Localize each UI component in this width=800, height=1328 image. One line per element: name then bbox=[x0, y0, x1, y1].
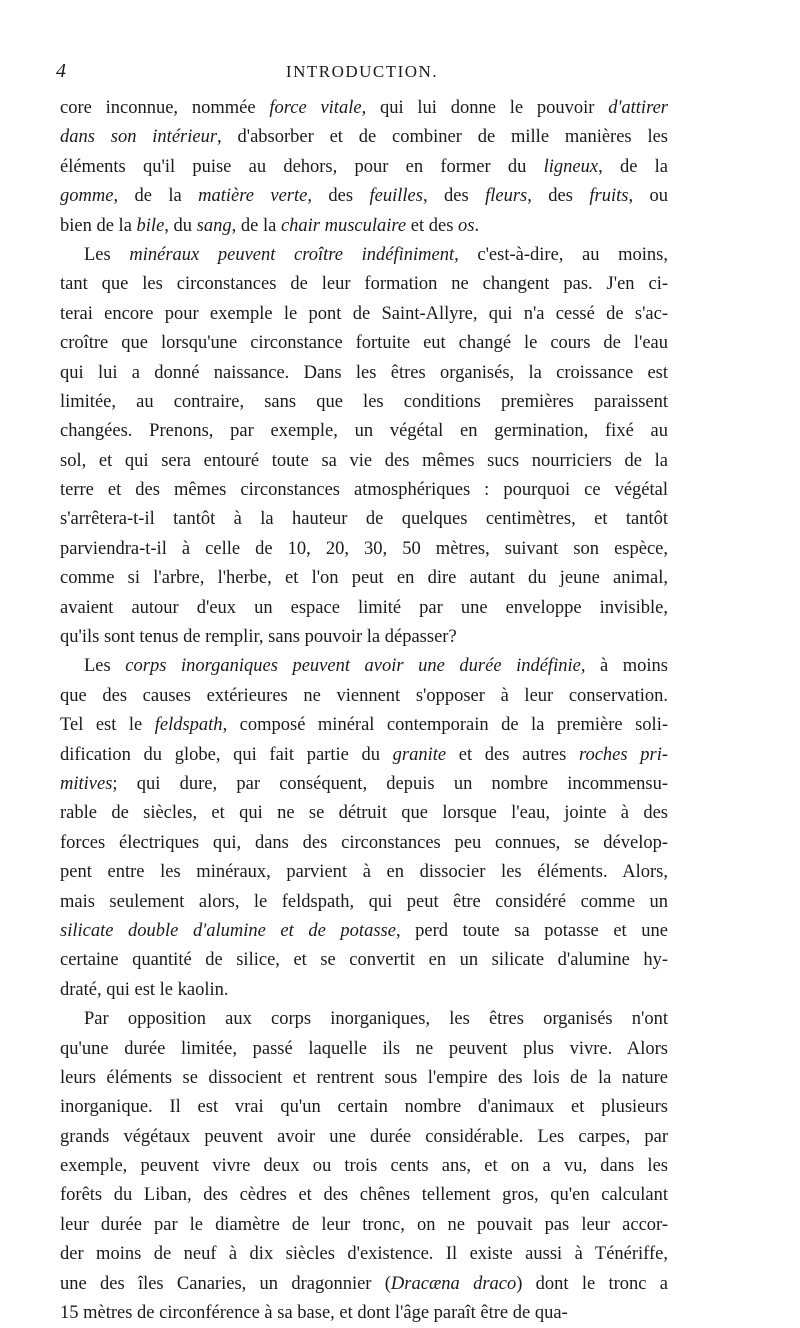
italic-text-run: corps inorganiques peuvent avoir une durée indéfinie bbox=[125, 656, 581, 677]
text-line bbox=[60, 888, 668, 917]
text-run: inorganique. Il est vrai qu'un certain nombre d'animaux et plusieurs bbox=[60, 1097, 668, 1118]
italic-text-run: minéraux peuvent croître indéfiniment bbox=[129, 244, 455, 265]
text-line bbox=[60, 388, 668, 417]
text-run: . bbox=[474, 215, 480, 236]
text-line bbox=[60, 858, 668, 887]
text-line bbox=[60, 741, 668, 770]
text-run: terai encore pour exemple le pont de Saint-Allyre, qui n'a cessé de s'ac- bbox=[60, 303, 668, 324]
text-line bbox=[60, 241, 668, 270]
text-line bbox=[60, 94, 668, 123]
text-line bbox=[60, 505, 668, 534]
page-number: 4 bbox=[56, 60, 66, 82]
italic-text-run: silicate double d'alumine et de potasse bbox=[60, 920, 396, 941]
text-line bbox=[60, 1123, 668, 1152]
text-line bbox=[60, 799, 668, 828]
text-line bbox=[60, 447, 668, 476]
text-run: ) dont le tronc a bbox=[516, 1273, 668, 1294]
text-run: , de la bbox=[113, 186, 199, 207]
text-run: terre et des mêmes circonstances atmosphériques : pourquoi ce végétal bbox=[60, 480, 668, 501]
text-line bbox=[60, 652, 668, 681]
text-run: pent entre les minéraux, parvient à en dissocier les éléments. Alors, bbox=[60, 862, 668, 883]
text-run: Par opposition aux corps inorganiques, les êtres organisés n'ont bbox=[84, 1009, 668, 1030]
italic-text-run: dans son intérieur bbox=[60, 127, 218, 148]
text-run: , d'absorber et de combiner de mille manières les bbox=[217, 127, 668, 148]
italic-text-run: os bbox=[458, 215, 475, 236]
italic-text-run: ligneux bbox=[543, 156, 599, 177]
italic-text-run: gomme bbox=[60, 186, 114, 207]
text-run: rable de siècles, et qui ne se détruit que lorsque l'eau, jointe à des bbox=[60, 803, 668, 824]
text-run: comme si l'arbre, l'herbe, et l'on peut en dire autant du jeune animal, bbox=[60, 568, 668, 589]
text-run: Les bbox=[84, 244, 130, 265]
text-run: ; qui dure, par conséquent, depuis un nombre incommensu- bbox=[112, 773, 668, 794]
text-run: der moins de neuf à dix siècles d'existence. Il existe aussi à Ténériffe, bbox=[60, 1244, 668, 1265]
text-run: croître que lorsqu'une circonstance fortuite eut changé le cours de l'eau bbox=[60, 333, 668, 354]
italic-text-run: bile bbox=[136, 215, 165, 236]
text-line bbox=[60, 1240, 668, 1269]
text-line bbox=[60, 711, 668, 740]
text-run: Les bbox=[84, 656, 126, 677]
text-run: et des autres bbox=[446, 744, 579, 765]
text-line bbox=[60, 594, 668, 623]
text-run: , des bbox=[527, 186, 590, 207]
text-run: avaient autour d'eux un espace limité par une enveloppe invisible, bbox=[60, 597, 668, 618]
text-run: , à moins bbox=[580, 656, 668, 677]
text-line bbox=[60, 1181, 668, 1210]
text-line bbox=[60, 1270, 668, 1299]
italic-text-run: fleurs bbox=[485, 186, 528, 207]
text-line bbox=[60, 770, 668, 799]
italic-text-run: chair musculaire bbox=[280, 215, 407, 236]
italic-text-run: sang bbox=[196, 215, 232, 236]
italic-text-run: force vitale bbox=[269, 98, 362, 118]
text-run: bien de la bbox=[60, 215, 137, 236]
text-line bbox=[60, 1005, 668, 1034]
text-run: grands végétaux peuvent avoir une durée considérable. Les carpes, par bbox=[60, 1126, 668, 1147]
text-run: changées. Prenons, par exemple, un végétal en germination, fixé au bbox=[60, 421, 668, 442]
text-run: , des bbox=[422, 186, 486, 207]
text-line bbox=[60, 1152, 668, 1181]
text-run: , du bbox=[164, 215, 197, 236]
text-line bbox=[60, 946, 668, 975]
page-header bbox=[56, 60, 668, 90]
text-line bbox=[60, 535, 668, 564]
text-line bbox=[60, 329, 668, 358]
text-line bbox=[60, 1211, 668, 1240]
italic-text-run: feuilles bbox=[369, 186, 423, 207]
text-line bbox=[60, 682, 668, 711]
text-line bbox=[60, 359, 668, 388]
text-run: sol, et qui sera entouré toute sa vie des mêmes sucs nourriciers de la bbox=[60, 450, 668, 471]
text-line bbox=[60, 300, 668, 329]
text-run: dification du globe, qui fait partie du bbox=[60, 744, 393, 765]
text-run: , de la bbox=[598, 156, 668, 177]
text-run: que des causes extérieures ne viennent s'opposer à leur conservation. bbox=[60, 685, 668, 706]
text-run: éléments qu'il puise au dehors, pour en former du bbox=[60, 156, 544, 177]
text-run: qui lui a donné naissance. Dans les êtres organisés, la croissance est bbox=[60, 362, 668, 383]
text-line bbox=[60, 1035, 668, 1064]
text-line bbox=[60, 917, 668, 946]
text-line bbox=[60, 976, 668, 1005]
text-run: leur durée par le diamètre de leur tronc, on ne pouvait pas leur accor- bbox=[60, 1214, 668, 1235]
running-title: INTRODUCTION. bbox=[285, 62, 439, 81]
text-run: forces électriques qui, dans des circonstances peu connues, se dévelop- bbox=[60, 832, 668, 853]
italic-text-run: granite bbox=[392, 744, 447, 765]
italic-text-run: mitives bbox=[60, 773, 113, 794]
text-run: , c'est-à-dire, au moins, bbox=[454, 244, 668, 265]
text-line bbox=[60, 476, 668, 505]
text-run: parviendra-t-il à celle de 10, 20, 30, 50 mètres, suivant son espèce, bbox=[60, 538, 668, 559]
text-run: 15 mètres de circonférence à sa base, et dont l'âge paraît être de qua- bbox=[60, 1303, 568, 1324]
text-run: limitée, au contraire, sans que les conditions premières paraissent bbox=[60, 391, 668, 412]
text-line bbox=[60, 1064, 668, 1093]
text-line bbox=[60, 564, 668, 593]
text-run: , ou bbox=[628, 186, 668, 207]
text-line bbox=[60, 212, 668, 241]
text-run: une des îles Canaries, un dragonnier ( bbox=[60, 1273, 391, 1294]
text-line bbox=[60, 829, 668, 858]
text-run: et des bbox=[406, 215, 459, 236]
text-run: , perd toute sa potasse et une bbox=[395, 920, 668, 941]
italic-text-run: matière verte bbox=[198, 186, 308, 207]
text-run: tant que les circonstances de leur formation ne changent pas. J'en ci- bbox=[60, 274, 668, 295]
text-run: , composé minéral contemporain de la première soli- bbox=[222, 715, 668, 736]
text-run: forêts du Liban, des cèdres et des chênes tellement gros, qu'en calculant bbox=[60, 1185, 668, 1206]
text-run: exemple, peuvent vivre deux ou trois cents ans, et on a vu, dans les bbox=[60, 1156, 668, 1177]
text-run: qu'une durée limitée, passé laquelle ils ne peuvent plus vivre. Alors bbox=[60, 1038, 668, 1059]
text-run: mais seulement alors, le feldspath, qui peut être considéré comme un bbox=[60, 891, 668, 912]
text-line bbox=[60, 123, 668, 152]
text-line bbox=[60, 182, 668, 211]
italic-text-run: roches pri- bbox=[578, 744, 668, 765]
text-run: qu'ils sont tenus de remplir, sans pouvoir la dépasser? bbox=[60, 627, 457, 648]
text-run: , de la bbox=[231, 215, 281, 236]
italic-text-run: Dracæna draco bbox=[390, 1273, 517, 1294]
italic-text-run: feldspath bbox=[154, 715, 223, 736]
text-line bbox=[60, 153, 668, 182]
body-text bbox=[60, 94, 668, 1328]
text-run: Tel est le bbox=[60, 715, 155, 736]
text-run: , des bbox=[307, 186, 370, 207]
italic-text-run: d'attirer bbox=[608, 98, 668, 118]
text-run: core inconnue, nommée bbox=[60, 98, 270, 118]
text-run: , qui lui donne le pouvoir bbox=[361, 98, 609, 118]
text-line bbox=[60, 270, 668, 299]
text-line bbox=[60, 623, 668, 652]
text-run: draté, qui est le kaolin. bbox=[60, 979, 229, 1000]
text-line bbox=[60, 417, 668, 446]
text-run: s'arrêtera-t-il tantôt à la hauteur de quelques centimètres, et tantôt bbox=[60, 509, 668, 530]
text-line bbox=[60, 1093, 668, 1122]
text-line bbox=[60, 1299, 668, 1328]
italic-text-run: fruits bbox=[589, 186, 629, 207]
text-run: certaine quantité de silice, et se convertit en un silicate d'alumine hy- bbox=[60, 950, 668, 971]
text-run: leurs éléments se dissocient et rentrent sous l'empire des lois de la nature bbox=[60, 1067, 668, 1088]
